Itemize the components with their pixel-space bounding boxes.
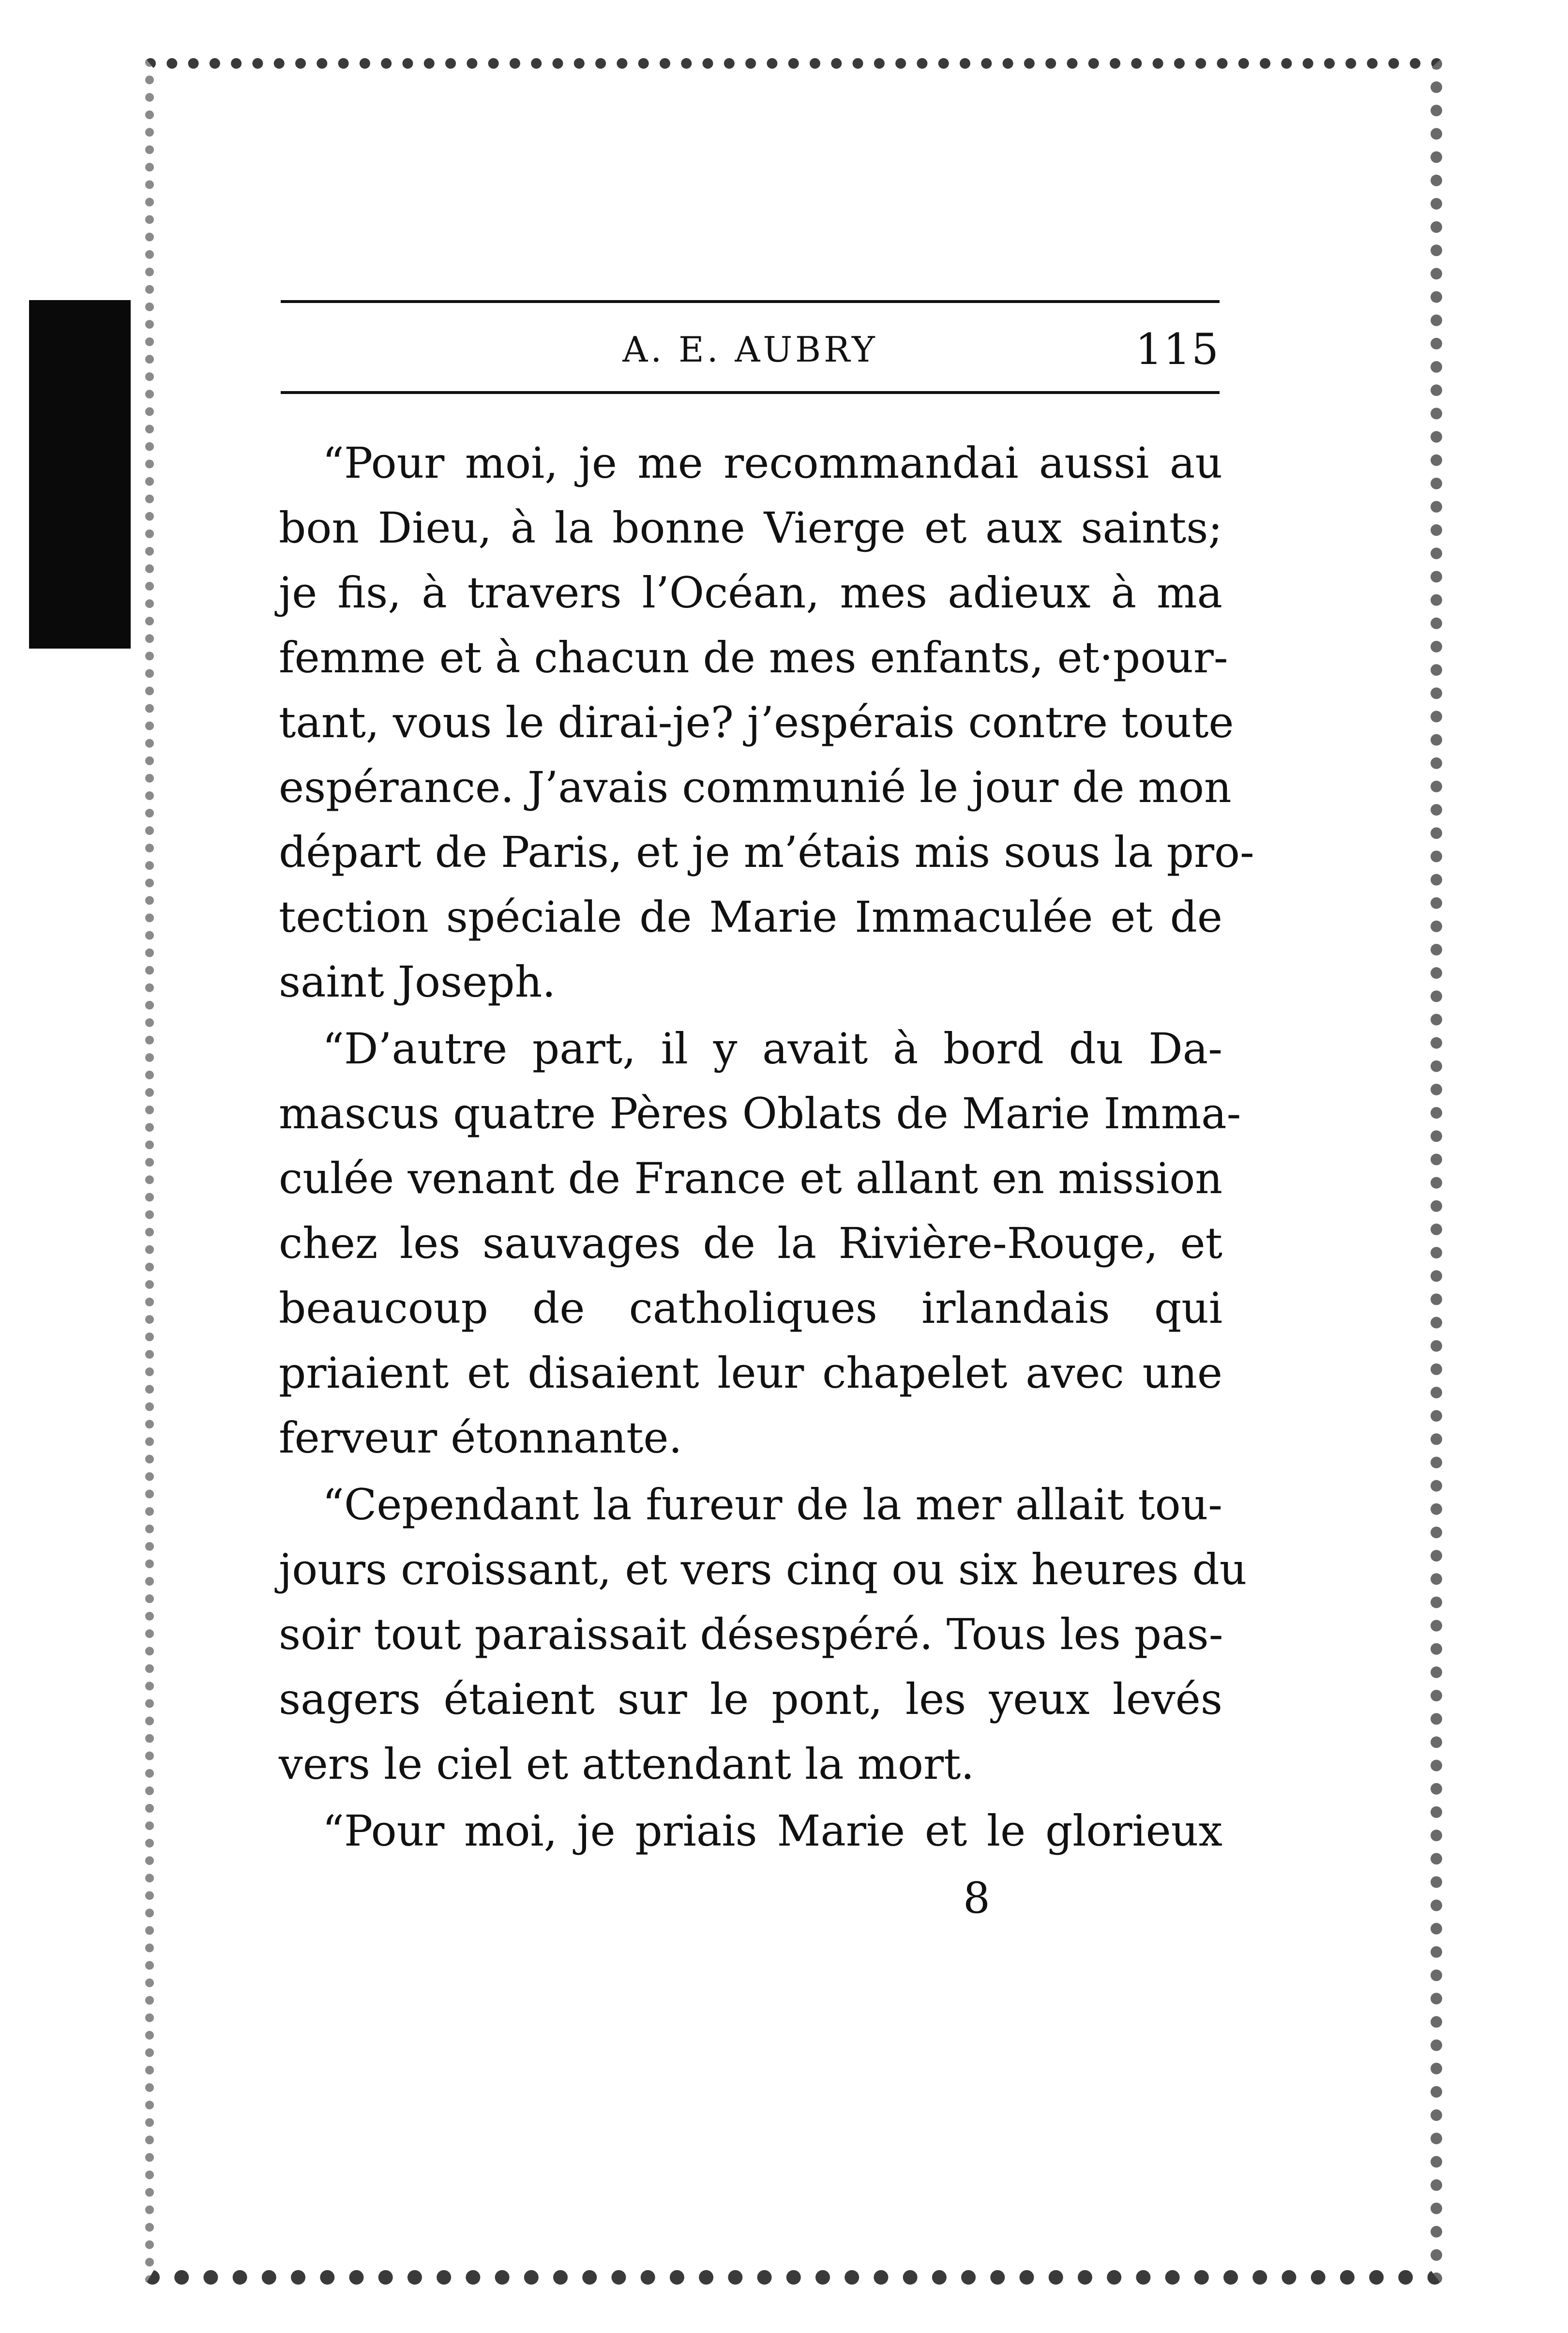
text-line: “Pour moi, je me recommandai aussi au (322, 438, 1222, 488)
binding-shadow (29, 300, 131, 649)
header-rule-top (281, 300, 1220, 303)
text-line: espérance. J’avais communié le jour de mon (279, 762, 1232, 812)
text-line: “D’autre part, il y avait à bord du Da- (322, 1024, 1222, 1074)
text-line: beaucoup de catholiques irlandais qui (279, 1283, 1222, 1333)
text-line: “Pour moi, je priais Marie et le glorieux (322, 1806, 1222, 1856)
text-line: je fis, à travers l’Océan, mes adieux à ma (279, 568, 1222, 618)
text-line: chez les sauvages de la Rivière-Rouge, et (279, 1218, 1222, 1268)
running-title: A. E. AUBRY (622, 329, 878, 370)
text-line: culée venant de France et allant en mission (279, 1153, 1222, 1203)
text-line: mascus quatre Pères Oblats de Marie Imma- (279, 1089, 1241, 1138)
header-rule-bottom (281, 391, 1220, 394)
signature-mark: 8 (963, 1873, 990, 1923)
text-line: vers le ciel et attendant la mort. (279, 1739, 975, 1789)
running-head (281, 319, 1220, 378)
text-line: priaient et disaient leur chapelet avec une (279, 1348, 1222, 1398)
text-line: saint Joseph. (279, 957, 556, 1007)
body-text (279, 431, 1254, 1863)
text-line: femme et à chacun de mes enfants, et·pour- (279, 633, 1228, 682)
text-line: sagers étaient sur le pont, les yeux levés (279, 1674, 1222, 1724)
text-line: ferveur étonnante. (279, 1413, 682, 1463)
text-line: tection spéciale de Marie Immaculée et de (279, 892, 1222, 942)
text-line: soir tout paraissait désespéré. Tous les pas- (279, 1609, 1223, 1659)
text-line: “Cependant la fureur de la mer allait tou- (322, 1480, 1222, 1530)
text-line: départ de Paris, et je m’étais mis sous la pro- (279, 827, 1254, 877)
text-line: jours croissant, et vers cinq ou six heures du (279, 1545, 1247, 1594)
page-number: 115 (1135, 324, 1220, 374)
text-line: bon Dieu, à la bonne Vierge et aux saints; (279, 503, 1222, 553)
text-line: tant, vous le dirai-je? j’espérais contre toute (279, 697, 1234, 747)
